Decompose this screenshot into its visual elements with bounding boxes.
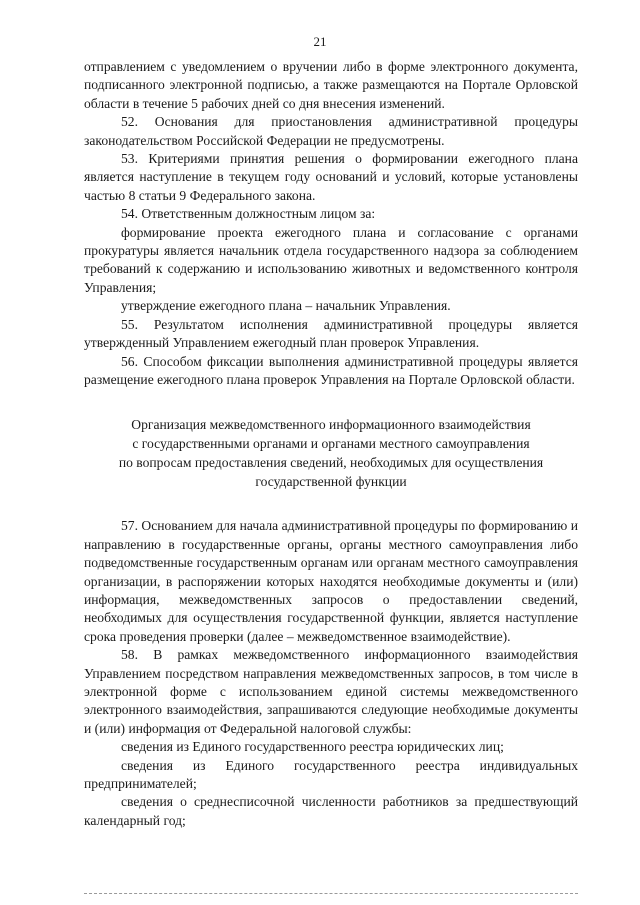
page-bottom-edge (84, 893, 578, 895)
paragraph-55: 55. Результатом исполнения административной процедуры является утвержденный Управлением ежегодный план проверок Управления. (84, 316, 578, 351)
paragraph-53: 53. Критериями принятия решения о формировании ежегодного плана является наступление в текущем году оснований и условий, которые установлены частью 8 статьи 9 Федерального закона. (84, 151, 578, 203)
paragraph-58-item-1: сведения из Единого государственного реестра юридических лиц; (121, 739, 504, 755)
paragraph-52: 52. Основания для приостановления административной процедуры законодательством Российской Федерации не предусмотрены. (84, 114, 578, 148)
section-heading-line: Организация межведомственного информационного взаимодействия (131, 417, 531, 433)
section-heading-line: государственной функции (255, 474, 407, 490)
document-body (84, 58, 578, 830)
section-heading-line: по вопросам предоставления сведений, необходимых для осуществления (118, 455, 544, 471)
paragraph-58-item-2: сведения из Единого государственного реестра индивидуальных предпринимателей; (84, 757, 578, 791)
paragraph-58: 58. В рамках межведомственного информационного взаимодействия Управлением посредством направления межведомственных запросов, в том числе в электронной форме с использованием единой системы межведомственного электронного взаимодействия, запрашиваются следующие необходимые документы и (или) информация от Федеральной налоговой службы: (84, 647, 578, 736)
paragraph-54: 54. Ответственным должностным лицом за: (121, 206, 376, 222)
section-heading (84, 415, 578, 491)
paragraph-58-item-3: сведения о среднесписочной численности работников за предшествующий календарный год; (84, 794, 578, 828)
section-heading-line: с государственными органами и органами местного самоуправления (132, 436, 530, 452)
spacer (84, 491, 578, 517)
paragraph-continuation: отправлением с уведомлением о вручении либо в форме электронного документа, подписанного электронной подписью, а также размещаются на Портале Орловской области в течение 5 рабочих дней со дня внесения изменений. (84, 59, 578, 111)
page-number: 21 (313, 34, 327, 49)
paragraph-54-item-1: формирование проекта ежегодного плана и согласование с органами прокуратуры является начальник отдела государственного надзора за соблюдением требований к содержанию и использованию животных и ведомственного контроля Управления; (84, 224, 578, 295)
paragraph-54-item-2: утверждение ежегодного плана – начальник Управления. (121, 298, 451, 314)
paragraph-56: 56. Способом фиксации выполнения административной процедуры является размещение ежегодного плана проверок Управления на Портале Орловской области. (84, 353, 578, 387)
paragraph-57: 57. Основанием для начала административной процедуры по формированию и направлению в государственные органы, органы местного самоуправления либо подведомственные государственным органам или органам местного самоуправления организации, в распоряжении которых находятся необходимые документы и (или) информация, межведомственных запросов о предоставлении сведений, необходимых для осуществления государственной функции, является наступление срока проведения проверки (далее – межведомственное взаимодействие). (84, 518, 578, 644)
